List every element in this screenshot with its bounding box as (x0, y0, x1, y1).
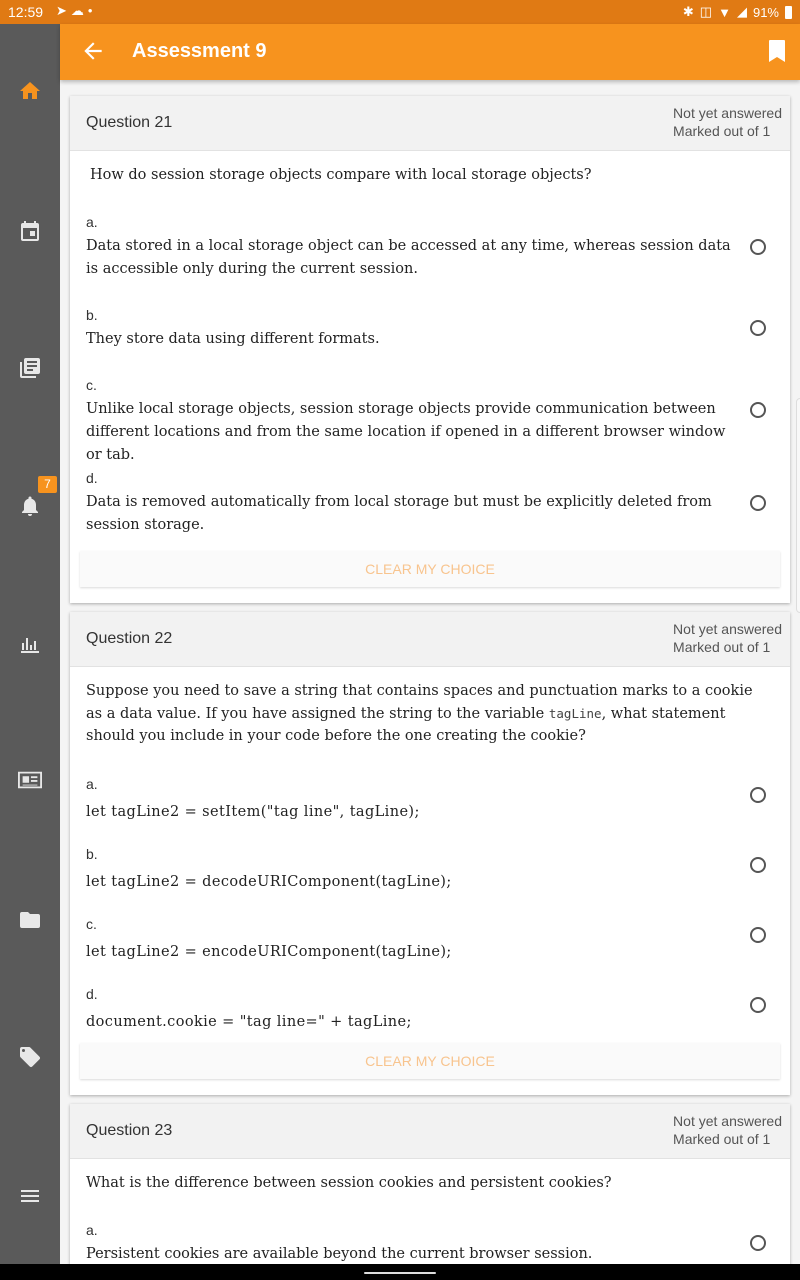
home-icon[interactable] (18, 79, 42, 103)
option-letter: c. (86, 377, 97, 393)
back-arrow-icon[interactable] (80, 38, 106, 64)
answer-state: Not yet answered (673, 621, 782, 637)
question-header (70, 612, 790, 667)
clear-choice-button[interactable]: CLEAR MY CHOICE (80, 1043, 780, 1079)
page-title: Assessment 9 (132, 40, 267, 62)
question-header (70, 96, 790, 151)
vibrate-icon: ◫ (699, 4, 713, 19)
question-text: What is the difference between session cookies and persistent cookies? (86, 1175, 612, 1191)
option-letter: b. (86, 846, 98, 862)
status-notification-icons: ➤☁• (56, 3, 97, 18)
option-text: Data stored in a local storage object can be accessed at any time, whereas session data is accessible only during the current session. (86, 238, 731, 277)
option-text: Persistent cookies are available beyond the current browser session. (86, 1246, 593, 1262)
bookmark-icon[interactable] (768, 40, 786, 62)
marks-label: Marked out of 1 (673, 1131, 771, 1147)
quiz-content[interactable] (60, 80, 800, 1264)
clear-choice-button[interactable]: CLEAR MY CHOICE (80, 551, 780, 587)
menu-icon[interactable] (18, 1184, 42, 1208)
option-text: They store data using different formats. (86, 331, 380, 347)
question-status (673, 104, 782, 140)
question-text: How do session storage objects compare with local storage objects? (90, 167, 592, 183)
question-text-part: Suppose you need to save a string that contains spaces and punctuation marks to a cookie as a data value. If you have assigned the string to the variable (86, 683, 753, 722)
question-number: Question 21 (86, 114, 173, 131)
app-bar (60, 24, 800, 80)
question-card-23 (70, 1104, 790, 1264)
option-code: document.cookie = "tag line=" + tagLine; (86, 1014, 412, 1030)
notifications-icon[interactable] (18, 494, 42, 518)
answer-state: Not yet answered (673, 1113, 782, 1129)
option-c[interactable] (86, 915, 776, 964)
news-icon[interactable] (18, 768, 42, 792)
option-radio[interactable] (750, 320, 766, 336)
system-nav-bar (0, 1264, 800, 1280)
option-d[interactable] (86, 985, 776, 1034)
option-radio[interactable] (750, 857, 766, 873)
grades-icon[interactable] (18, 632, 42, 656)
option-code: let tagLine2 = setItem("tag line", tagLine); (86, 804, 420, 820)
battery-percent: 91% (752, 4, 779, 20)
option-a[interactable] (86, 213, 776, 281)
option-text: Data is removed automatically from local storage but must be explicitly deleted from session storage. (86, 494, 712, 533)
signal-icon: ◢ (736, 4, 747, 19)
status-right (683, 4, 792, 20)
option-c[interactable] (86, 376, 776, 467)
question-card-22 (70, 612, 790, 1095)
option-letter: c. (86, 916, 97, 932)
files-icon[interactable] (18, 908, 42, 932)
marks-label: Marked out of 1 (673, 123, 771, 139)
question-number: Question 22 (86, 630, 173, 647)
option-radio[interactable] (750, 495, 766, 511)
status-bar (0, 0, 800, 24)
option-b[interactable] (86, 306, 776, 351)
option-letter: a. (86, 776, 98, 792)
option-radio[interactable] (750, 402, 766, 418)
marks-label: Marked out of 1 (673, 639, 771, 655)
sidebar (0, 24, 60, 1264)
bluetooth-icon: ✱ (682, 4, 694, 19)
answer-state: Not yet answered (673, 105, 782, 121)
option-letter: d. (86, 986, 98, 1002)
option-letter: d. (86, 470, 98, 486)
question-status (673, 1112, 782, 1148)
option-letter: b. (86, 307, 98, 323)
scroll-indicator (796, 398, 800, 613)
status-time: 12:59 (8, 4, 44, 20)
option-d[interactable] (86, 469, 776, 537)
option-code: let tagLine2 = decodeURIComponent(tagLine); (86, 874, 452, 890)
question-text-part: , what statement should you include in your code before the one creating the cookie? (86, 705, 726, 744)
question-card-21 (70, 96, 790, 603)
tags-icon[interactable] (18, 1045, 42, 1069)
notification-count-badge: 7 (38, 476, 57, 493)
battery-icon (785, 6, 792, 19)
calendar-icon[interactable] (18, 219, 42, 243)
option-radio[interactable] (750, 927, 766, 943)
home-gesture-handle[interactable] (364, 1272, 436, 1274)
option-letter: a. (86, 1222, 98, 1238)
option-b[interactable] (86, 845, 776, 894)
option-radio[interactable] (750, 1235, 766, 1251)
option-text: Unlike local storage objects, session storage objects provide communication between different locations and from the same location if opened in a different browser window or tab. (86, 401, 726, 463)
courses-icon[interactable] (18, 356, 42, 380)
option-radio[interactable] (750, 997, 766, 1013)
option-radio[interactable] (750, 239, 766, 255)
inline-code: tagLine (548, 705, 602, 721)
question-status (673, 620, 782, 656)
question-text (86, 680, 754, 748)
option-a[interactable] (86, 775, 776, 824)
option-a[interactable] (86, 1221, 776, 1264)
question-number: Question 23 (86, 1122, 173, 1139)
option-code: let tagLine2 = encodeURIComponent(tagLine); (86, 944, 452, 960)
option-letter: a. (86, 214, 98, 230)
question-header (70, 1104, 790, 1159)
option-radio[interactable] (750, 787, 766, 803)
wifi-icon: ▼ (718, 4, 731, 20)
